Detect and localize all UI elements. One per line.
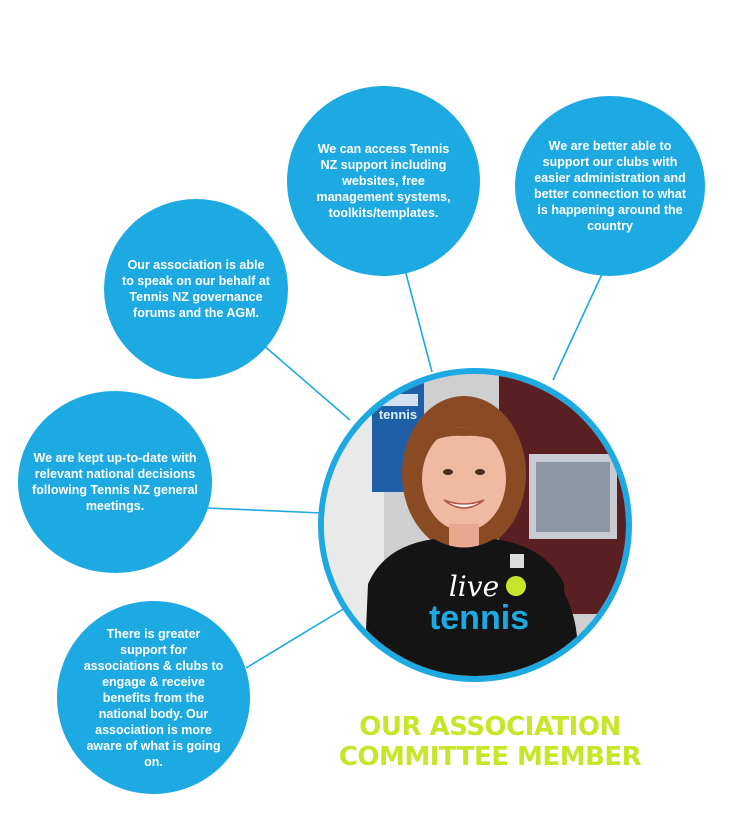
bubble-greater-support-text: There is greater support for associations & clubs to engage & receive benefits from the national body. Our association is more aware of what is going on. (83, 626, 224, 769)
caption-line1: OUR ASSOCIATION (359, 712, 621, 742)
tennis-ball-icon (506, 576, 526, 596)
bubble-kept-up-to-date-text: We are kept up-to-date with relevant national decisions following Tennis NZ general meetings. (32, 451, 198, 513)
bubble-support-clubs (515, 96, 705, 276)
bubble-support-clubs-text: We are better able to support our clubs with easier administration and better connection to what is happening around the country (533, 139, 687, 233)
bubble-kept-up-to-date (18, 391, 212, 573)
bubble-greater-support (57, 601, 250, 794)
connector-line-support-clubs (553, 272, 603, 380)
bubble-access-support-text: We can access Tennis NZ support including websites, free management systems, toolkits/templates. (316, 142, 451, 220)
connector-line-access (404, 266, 432, 372)
banner-text: tennis (378, 407, 418, 422)
connector-line-updated (206, 508, 322, 513)
caption-line2: COMMITTEE MEMBER (338, 742, 642, 772)
caption (300, 712, 680, 772)
bubble-access-support (287, 86, 480, 276)
shirt-text-tennis: tennis (428, 599, 530, 637)
connector-line-greater (246, 608, 345, 668)
bubble-speak-behalf-text: Our association is able to speak on our behalf at Tennis NZ governance forums and the AGM. (122, 258, 270, 320)
portrait-illustration (324, 374, 626, 676)
bubble-speak-behalf (104, 199, 288, 379)
committee-member-photo (318, 368, 632, 682)
crest-icon (510, 554, 524, 568)
connector-line-speak (262, 344, 350, 420)
shirt-text-live: live (448, 570, 500, 603)
